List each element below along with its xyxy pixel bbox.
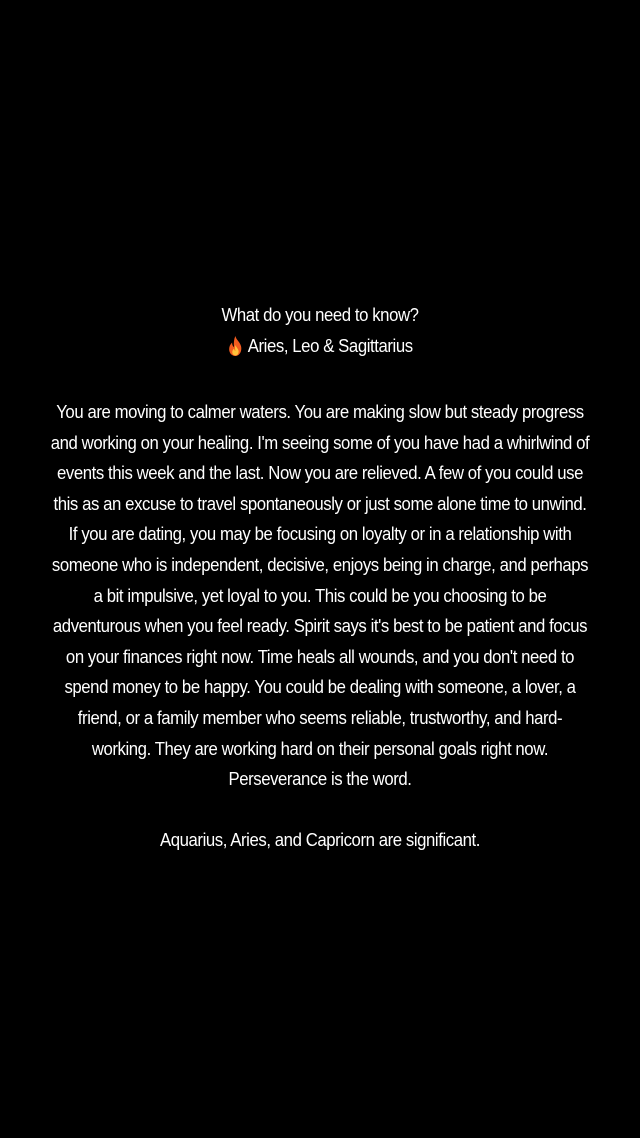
story-closing: Aquarius, Aries, and Capricorn are significant. <box>160 830 480 851</box>
signs-line <box>50 331 589 367</box>
fire-icon <box>227 335 244 357</box>
story-heading: What do you need to know? <box>221 305 419 325</box>
spacer <box>50 795 589 826</box>
spacer <box>50 366 589 397</box>
story-text-block <box>50 300 589 856</box>
story-body: You are moving to calmer waters. You are making slow but steady progress and working on your healing. I'm seeing some of you have had a whirlwind of events this week and the last. Now you are relieved. A few of you could use this as an excuse to travel spontaneously or just some alone time to unwind. If you are dating, you may be focusing on loyalty or in a relationship with someone who is independent, decisive, enjoys being in charge, and perhaps a bit impulsive, yet loyal to you. This could be you choosing to be adventurous when you feel ready. Spirit says it's best to be patient and focus on your finances right now. Time heals all wounds, and you don't need to spend money to be happy. You could be dealing with someone, a lover, a friend, or a family member who seems reliable, trustworthy, and hard-working. They are working hard on their personal goals right now. Perseverance is the word. <box>50 402 590 790</box>
signs-label: Aries, Leo & Sagittarius <box>247 335 413 356</box>
